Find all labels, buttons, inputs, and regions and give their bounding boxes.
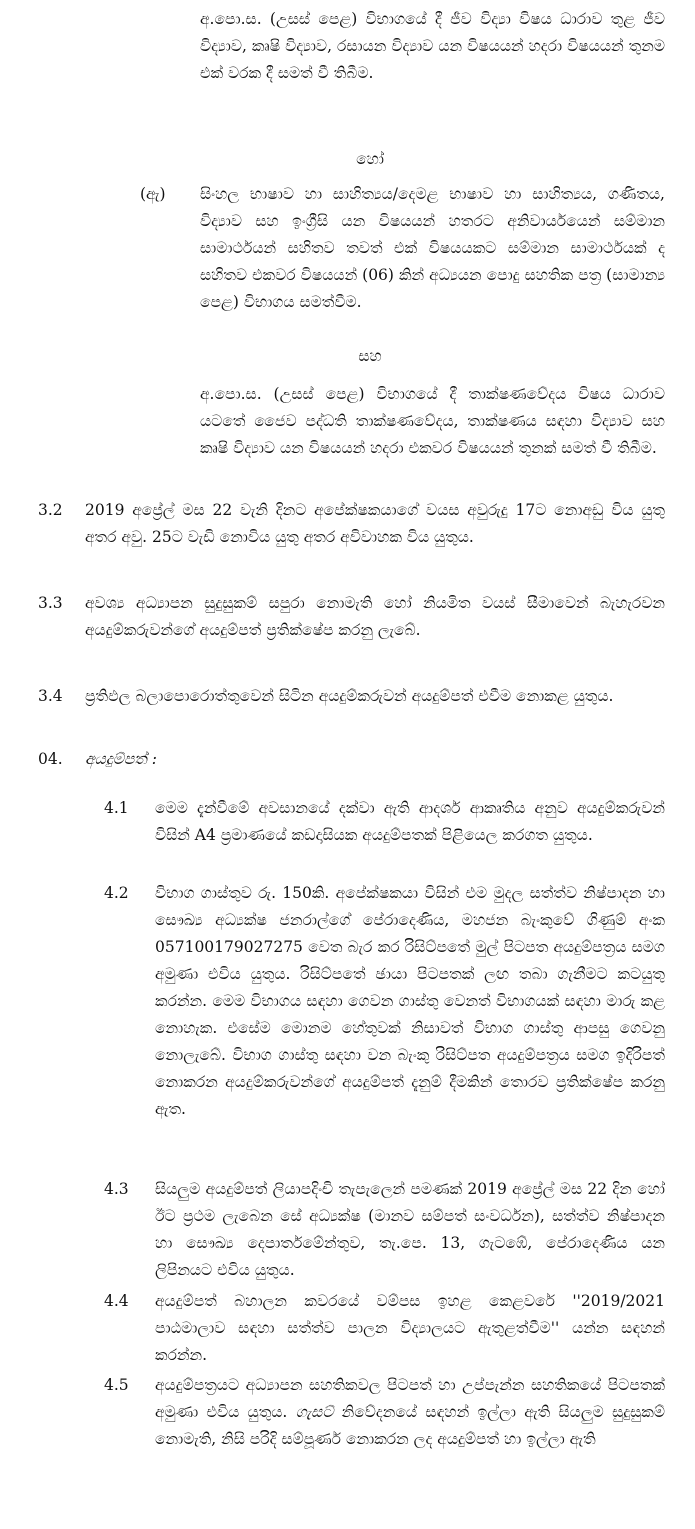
clause-4-3-text: සියලුම අයදුම්පත් ලියාපදිංචි තැපැලෙන් පමණක් 2019 අප්‍රේල් මස 22 දින හෝ ඊට ප්‍රථම ලැබෙන සේ අධ්‍යක්ෂ (මානව සම්පත් සංවර්ධන), සත්ත්ව නිෂ්පාදන හා සෞඛ්‍ය දෙපාර්තමේන්තුව, තැ.පෙ. 13, ගැටඹේ, පේරාදෙණිය යන ලිපිනයට එවිය යුතුය. [155,1180,665,1279]
clause-3-3-number: 3.3 [38,594,63,612]
clause-3-2-text: 2019 අප්‍රේල් මස 22 වැනි දිනට අපේක්ෂකයාගේ වයස අවුරුදු 17ට නොඅඩු විය යුතු අතර අවු. 25ට වැඩි නොවිය යුතු අතර අවිවාහක විය යුතුය. [85,501,665,546]
clause-4-2-text: විභාග ගාස්තුව රු. 150කි. අපේක්ෂකයා විසින් එම මුදල සත්ත්ව නිෂ්පාදන හා සෞඛ්‍ය අධ්‍යක්ෂ ජනරාල්ගේ පේරාදෙණිය, මහජන බැංකුවේ ගිණුම් අංක 057100179027275 වෙත බැර කර රිසිට්පතේ මුල් පිටපත අයදුම්පත්‍රය සමග අමුණා එවිය යුතුය. රිසිට්පතේ ඡායා පිටපතක් ලඟ තබා ගැනීමට කටයුතු කරන්න. මෙම විභාගය සඳහා ගෙවන ගාස්තු වෙනත් විභාගයක් සඳහා මාරු කළ නොහැක. එසේම මොනම හේතුවක් නිසාවත් විභාග ගාස්තු ආපසු ගෙවනු නොලැබේ. විභාග ගාස්තු සඳහා වන බැංකු රිසිට්පත අයදුම්පත්‍රය සමග ඉදිරිපත් නොකරන අයදුම්කරුවන්ගේ අයදුම්පත් දැනුම් දීමකින් තොරව ප්‍රතික්ෂේප කරනු ඇත. [155,884,665,1118]
clause-3-2-number: 3.2 [38,501,63,519]
clause-4-1-number: 4.1 [104,799,129,817]
section-04-title: අයදුම්පත් : [85,750,157,768]
clause-4-5-number: 4.5 [104,1376,129,1394]
clause-4-5-text-part-b: නිවේදනයේ සඳහන් ඉල්ලා ඇති සියලුම සුදුසුකම් නොමැති, නිසි පරිදි සම්පූර්ණ නොකරන ලද අයදුම්පත් හා ඉල්ලා ඇති [155,1403,665,1448]
clause-4-4-number: 4.4 [104,1292,129,1310]
clause-4-5-text-part-a: අයදුම්පත්‍රයට අධ්‍යාපන සහතිකවල පිටපත් හා උප්පැන්න සහතිකයේ පිටපතක් අමුණා එවිය යුතුය. [155,1376,665,1421]
clause-4-5-gazette-word: ගැසට් [295,1403,334,1421]
clause-4-1-text: මෙම දැන්වීමේ අවසානයේ දක්වා ඇති ආදර්ශ ආකෘතිය අනුව අයදුම්කරුවන් විසින් A4 ප්‍රමාණයේ කඩදාසියක අයදුම්පතක් පිළියෙල කරගත යුතුය. [155,799,665,844]
clause-3-3-text: අවශ්‍ය අධ්‍යාපන සුදුසුකම් සපුරා නොමැති හෝ නියමිත වයස් සීමාවෙන් බැහැරවන අයදුම්කරුවන්ගේ අයදුම්පත් ප්‍රතික්ෂේප කරනු ලැබේ. [85,594,665,639]
clause-4-5-text [155,1372,665,1453]
clause-3-4-text: ප්‍රතිඵල බලාපොරොත්තුවෙන් සිටින අයදුම්කරුවන් අයදුම්පත් එවීම නොකළ යුතුය. [85,687,614,705]
clause-4-4-text: අයදුම්පත් බහාලන කවරයේ වම්පස ඉහළ කෙළවරේ ''2019/2021 පාඨමාලාව සඳහා සත්ත්ව පාලන විද්‍යාලයට ඇතුළත්වීම'' යන්න සඳහන් කරන්න. [155,1292,665,1364]
section-04-number: 04. [38,750,63,768]
clause-4-3-number: 4.3 [104,1180,129,1198]
qualification-al-tech-stream: අ.පො.ස. (උසස් පෙළ) විභාගයේ දී තාක්ෂණවේදය විෂය ධාරාව යටතේ ජෛව පද්ධති තාක්ෂණවේදය, තාක්ෂණය සඳහා විද්‍යාව සහ කෘෂි විද්‍යාව යන විෂයයන් හදරා එකවර විෂයයන් තුනක් සමත් වී තිබීම. [200,385,665,457]
clause-3-4-number: 3.4 [38,687,63,705]
qualification-ol-requirement: සිංහල භාෂාව හා සාහිත්‍යය/දෙමළ භාෂාව හා සාහිත්‍යය, ගණිතය, විද්‍යාව සහ ඉංග්‍රීසි යන විෂයයන් හතරට අනිවාර්යයෙන් සම්මාන සාමාර්ථයන් සහිතව තවත් එක් විෂයයකට සම්මාන සාමාර්ථයක් ද සහිතව එකවර විෂයයන් (06) කින් අධ්‍යයන පොදු සහතික පත්‍ර (සාමාන්‍ය පෙළ) විභාගය සමත්වීම. [200,185,665,311]
or-separator: හෝ [356,150,384,168]
clause-4-2-number: 4.2 [104,884,129,902]
item-ae-label: (ඇ) [140,185,166,203]
qualification-al-bio-stream: අ.පො.ස. (උසස් පෙළ) විභාගයේ දී ජීව විද්‍යා විෂය ධාරාව තුළ ජීව විද්‍යාව, කෘෂි විද්‍යාව, රසායන විද්‍යාව යන විෂයයන් හදරා විෂයයන් තුනම එක් වරක දී සමත් වී තිබීම. [200,10,665,82]
and-separator: සහ [358,347,382,365]
